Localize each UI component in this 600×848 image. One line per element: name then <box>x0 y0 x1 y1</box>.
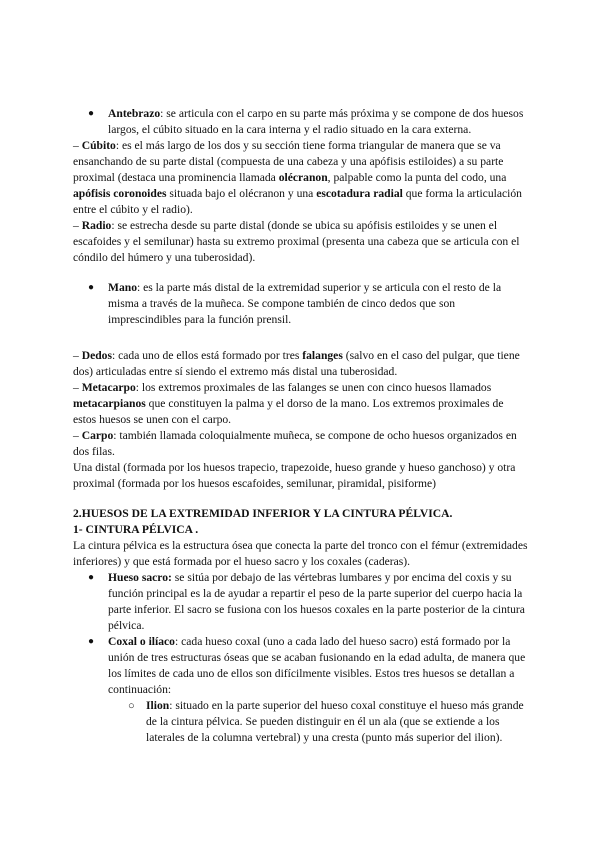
paragraph <box>108 106 529 138</box>
dash: – <box>73 139 82 152</box>
term-ilion: Ilion <box>146 699 170 712</box>
term-metacarpianos: metacarpianos <box>73 397 146 410</box>
term-antebrazo: Antebrazo <box>108 107 161 120</box>
text: : cada hueso coxal (uno a cada lado del hueso sacro) está formado por la unión de tres estructuras óseas que se acaban fusionando en la edad adulta, de manera que los límites de cada uno de ellos son difícilmente visibles. Estos tres huesos se detallan a continuación: <box>108 635 526 696</box>
term-mano: Mano <box>108 281 137 294</box>
list-item-sacro <box>73 570 529 634</box>
term-coxal: Coxal o ilíaco <box>108 635 175 648</box>
term-dedos: Dedos <box>81 349 112 362</box>
list-item-ilion <box>73 698 529 746</box>
text: : los extremos proximales de las falanges se unen con cinco huesos llamados <box>135 381 492 394</box>
bullet-icon: ● <box>88 108 95 119</box>
paragraph <box>108 634 529 698</box>
term-olecranon: olécranon <box>278 171 328 184</box>
paragraph <box>108 570 529 634</box>
text: : se articula con el carpo en su parte más próxima y se compone de dos huesos largos, el cúbito situado en la cara interna y el radio situado en la cara externa. <box>108 107 524 136</box>
term-radio: Radio <box>81 219 112 232</box>
term-apofisis-coronoides: apófisis coronoides <box>73 187 167 200</box>
hollow-bullet-icon: ○ <box>128 700 135 712</box>
list-item-antebrazo <box>73 106 529 138</box>
text: (salvo en el caso del pulgar, que tiene dos) articuladas entre sí siendo el extremo más distal una tuberosidad. <box>73 349 520 378</box>
term-escotadura-radial: escotadura radial <box>316 187 403 200</box>
dash: – <box>73 381 82 394</box>
paragraph-cintura-intro: La cintura pélvica es la estructura ósea que conecta la parte del tronco con el fémur (extremidades inferiores) y que está formada por el hueso sacro y los coxales (caderas). <box>73 539 528 568</box>
text: : cada uno de ellos está formado por tres <box>111 349 303 362</box>
bullet-icon: ● <box>88 636 95 647</box>
document-page <box>73 106 529 746</box>
text: : situado en la parte superior del hueso coxal constituye el hueso más grande de la cintura pélvica. Se pueden distinguir en él un ala (que se extiende a los laterales de la columna vertebral) y una cresta (punto más superior del ilion). <box>146 699 524 744</box>
text: : también llamada coloquialmente muñeca, se compone de ocho huesos organizados en dos filas. <box>73 429 517 458</box>
dash: – <box>73 349 82 362</box>
term-hueso-sacro: Hueso sacro: <box>108 571 172 584</box>
text: situada bajo el olécranon y una <box>166 187 317 200</box>
text: : se estrecha desde su parte distal (donde se ubica su apófisis estiloides y se unen el escafoides y el semilunar) hasta su extremo proximal (presenta una cabeza que se articula con el cóndilo del húmero y una tuberosidad). <box>73 219 520 264</box>
dash: – <box>73 219 82 232</box>
paragraph <box>108 280 529 328</box>
list-item-coxal <box>73 634 529 698</box>
text: : es el más largo de los dos y su sección tiene forma triangular de manera que se va ensanchando de su parte distal (compuesta de una cabeza y una apófisis estiloides) a su parte proximal (destaca una prominencia llamada <box>73 139 504 184</box>
paragraph-dedos <box>73 348 529 380</box>
dash: – <box>73 429 82 442</box>
bullet-icon: ● <box>88 282 95 293</box>
term-metacarpo: Metacarpo <box>81 381 136 394</box>
section-heading: 2.HUESOS DE LA EXTREMIDAD INFERIOR Y LA CINTURA PÉLVICA. <box>73 507 453 520</box>
paragraph-cubito <box>73 138 529 218</box>
paragraph-radio <box>73 218 529 266</box>
text: que constituyen la palma y el dorso de la mano. Los extremos proximales de estos huesos se unen con el carpo. <box>73 397 504 426</box>
list-item-mano <box>73 280 529 328</box>
term-cubito: Cúbito <box>81 139 116 152</box>
paragraph-filas: Una distal (formada por los huesos trapecio, trapezoide, hueso grande y hueso ganchoso) y otra proximal (formada por los huesos escafoides, semilunar, piramidal, pisiforme) <box>73 461 516 490</box>
paragraph-metacarpo <box>73 380 529 428</box>
text: , palpable como la punta del codo, una <box>327 171 507 184</box>
bullet-icon: ● <box>88 572 95 583</box>
term-falanges: falanges <box>302 349 343 362</box>
paragraph-carpo <box>73 428 529 460</box>
text: que forma la articulación entre el cúbito y el radio). <box>73 187 522 216</box>
text: se sitúa por debajo de las vértebras lumbares y por encima del coxis y su función principal es la de ayudar a repartir el peso de la parte superior del cuerpo hacia la parte inferior. El sacro se fusiona con los huesos coxales en la parte posterior de la cintura pélvica. <box>108 571 525 632</box>
text: : es la parte más distal de la extremidad superior y se articula con el resto de la misma a través de la muñeca. Se compone también de cinco dedos que son imprescindibles para la función prensil. <box>108 281 502 326</box>
subsection-heading: 1- CINTURA PÉLVICA . <box>73 523 199 536</box>
term-carpo: Carpo <box>81 429 114 442</box>
paragraph <box>146 698 529 746</box>
